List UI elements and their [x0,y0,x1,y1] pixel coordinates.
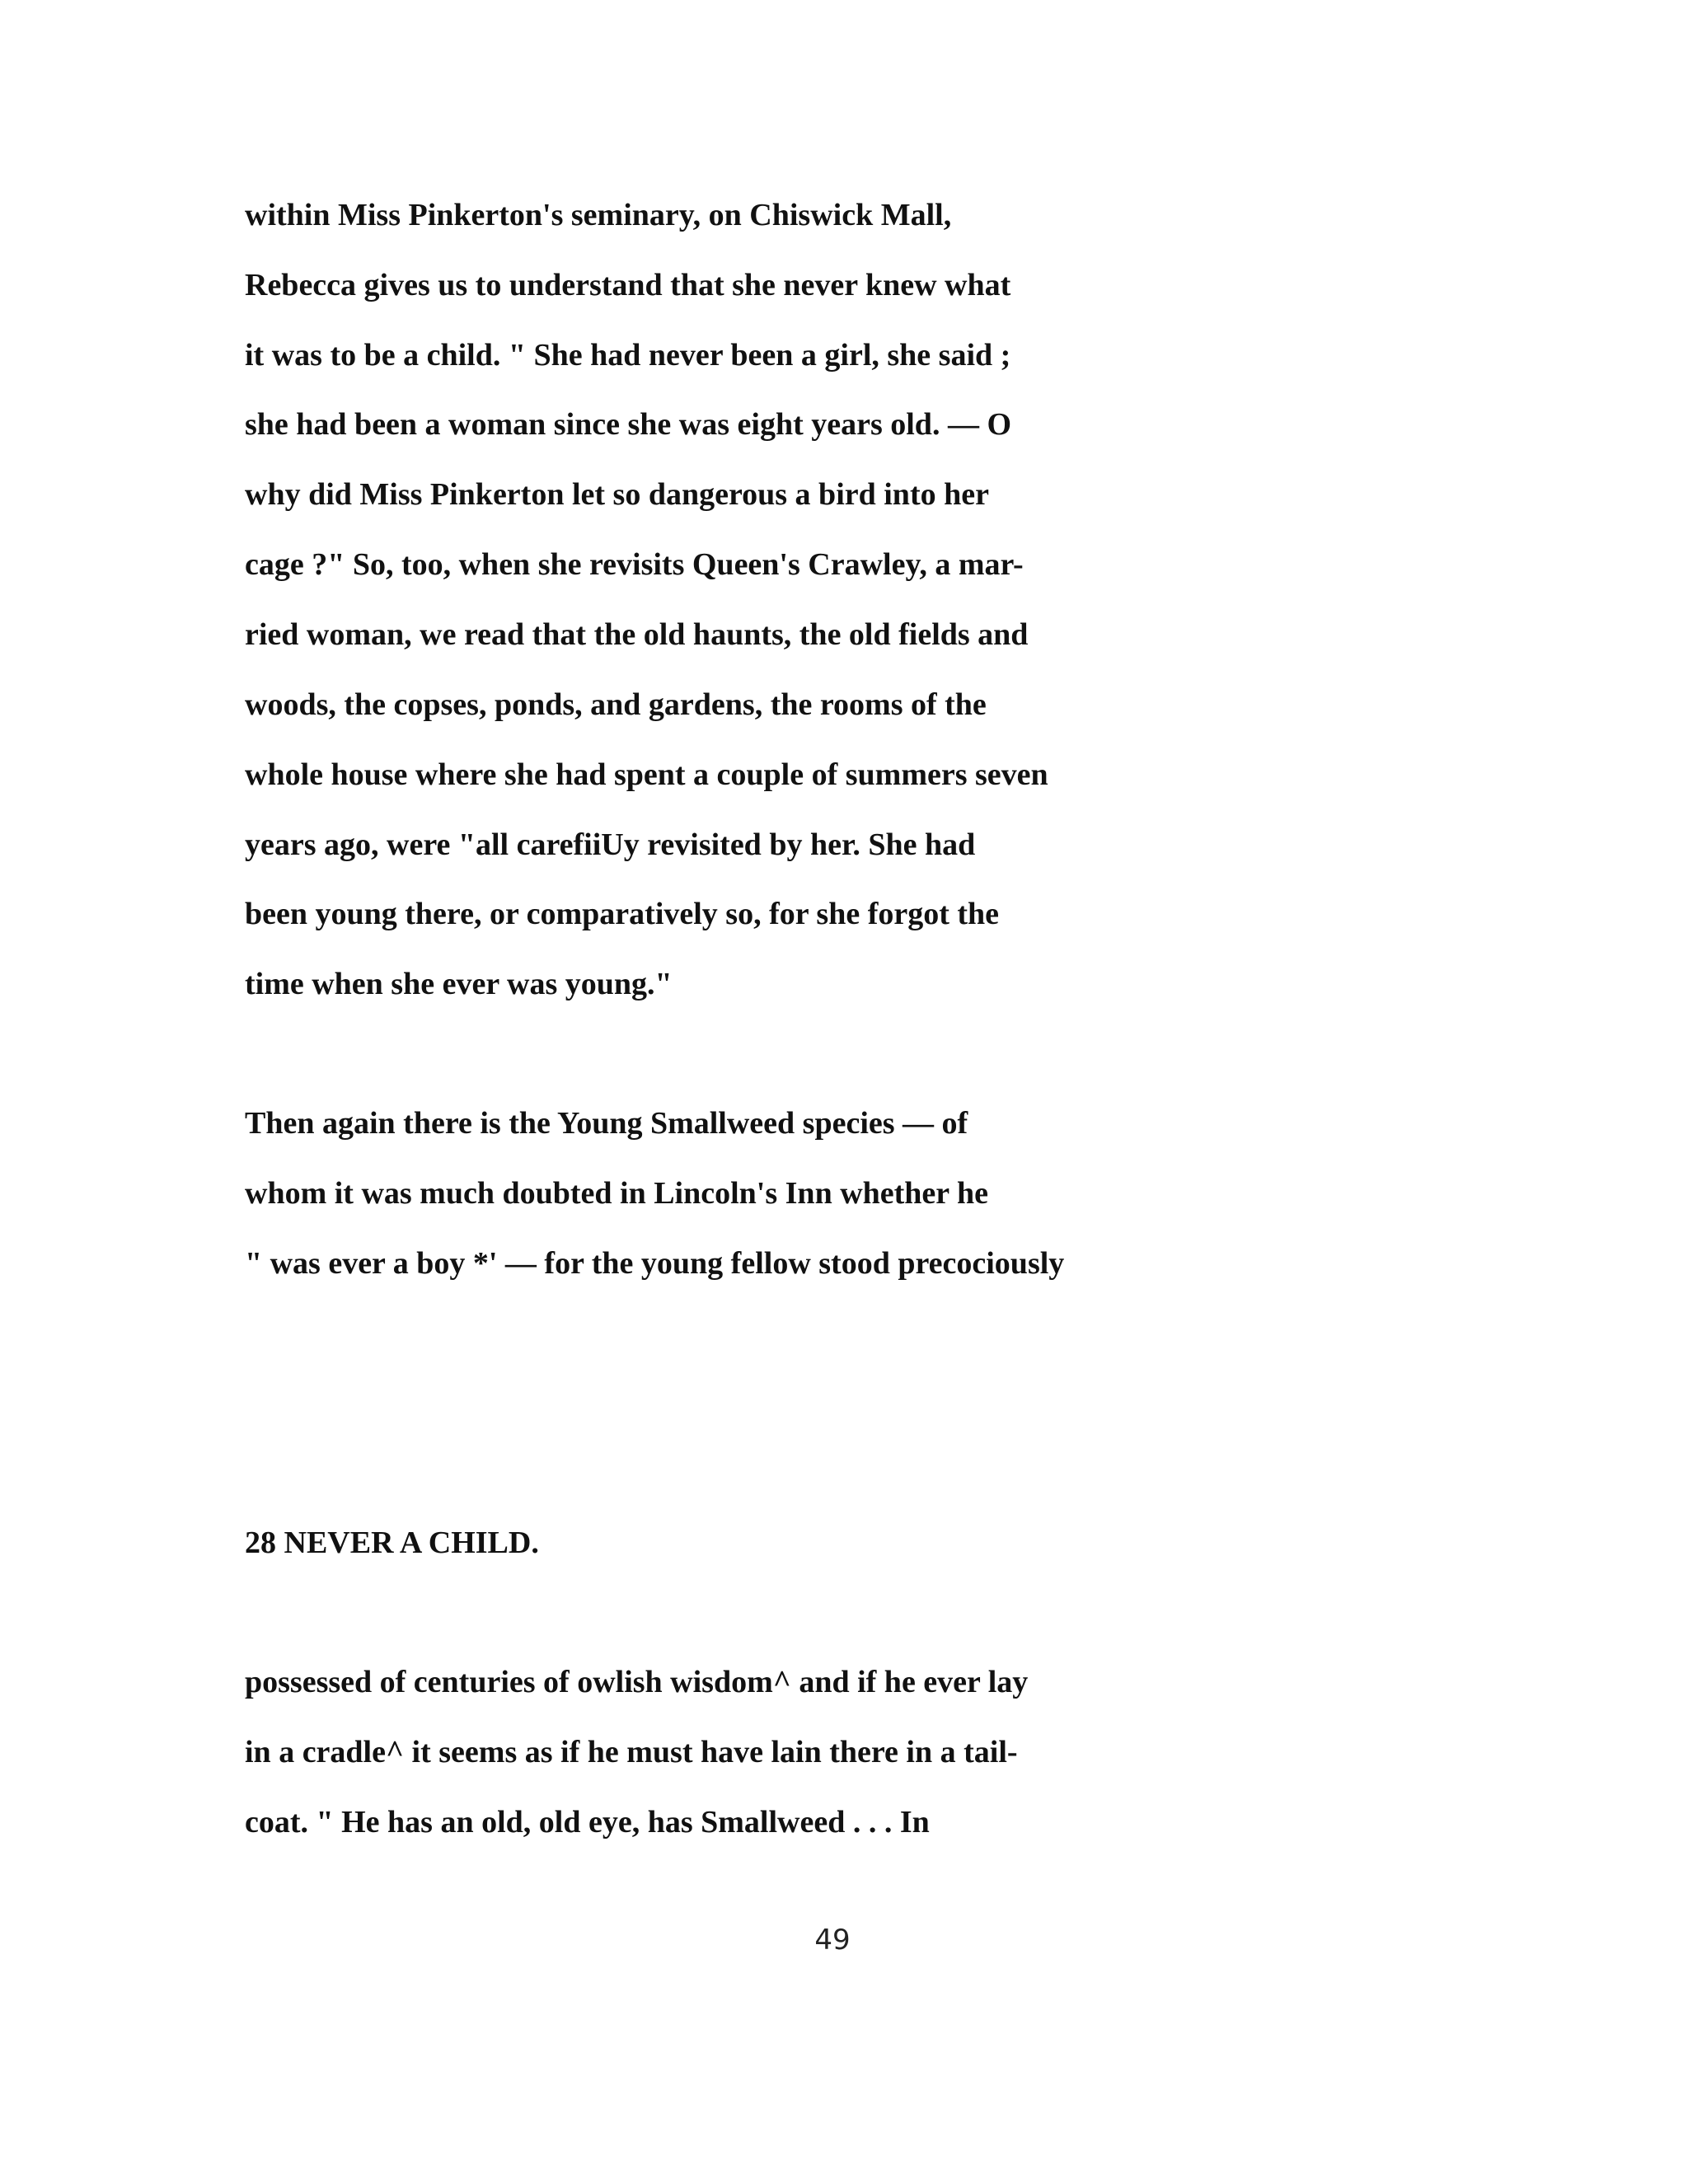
text-line: whom it was much doubted in Lincoln's Inn whether he [245,1176,988,1211]
text-line: " was ever a boy *' — for the young fellow stood precociously [245,1246,1065,1281]
text-line: it was to be a child. " She had never been a girl, she said ; [245,338,1011,373]
text-line: time when she ever was young." [245,967,673,1001]
text-line: possessed of centuries of owlish wisdom^ and if he ever lay [245,1665,1029,1699]
page-number: 49 [814,1924,851,1957]
text-line: coat. " He has an old, old eye, has Smallweed . . . In [245,1805,930,1840]
text-line: been young there, or comparatively so, for she forgot the [245,897,1000,931]
text-line: Rebecca gives us to understand that she never knew what [245,268,1011,302]
text-line: whole house where she had spent a couple of summers seven [245,757,1048,792]
text-line: woods, the copses, ponds, and gardens, the rooms of the [245,687,987,722]
text-line: cage ?" So, too, when she revisits Queen's Crawley, a mar- [245,547,1024,582]
running-header: 28 NEVER A CHILD. [245,1526,539,1560]
text-line: she had been a woman since she was eight years old. — O [245,407,1011,442]
text-line: in a cradle^ it seems as if he must have lain there in a tail- [245,1735,1018,1769]
text-line: years ago, were "all carefiiUy revisited by her. She had [245,827,976,862]
text-line: Then again there is the Young Smallweed species — of [245,1106,968,1141]
text-line: why did Miss Pinkerton let so dangerous a bird into her [245,477,989,512]
text-line: within Miss Pinkerton's seminary, on Chiswick Mall, [245,198,952,232]
text-line: ried woman, we read that the old haunts, the old fields and [245,617,1029,652]
